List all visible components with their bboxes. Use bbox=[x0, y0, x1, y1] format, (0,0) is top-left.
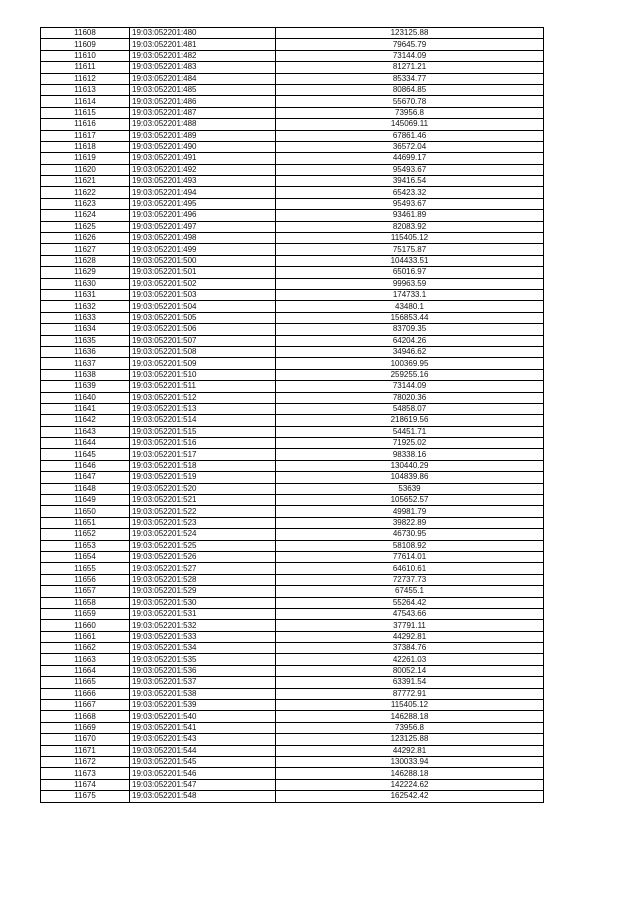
row-id-cell: 11634 bbox=[41, 324, 130, 335]
cadastral-number-cell: 19:03:052201:538 bbox=[130, 688, 276, 699]
table-row bbox=[41, 688, 544, 699]
cadastral-number-cell: 19:03:052201:512 bbox=[130, 392, 276, 403]
table-row bbox=[41, 130, 544, 141]
cadastral-number-cell: 19:03:052201:490 bbox=[130, 141, 276, 152]
row-id-cell: 11663 bbox=[41, 654, 130, 665]
cadastral-number-cell: 19:03:052201:502 bbox=[130, 278, 276, 289]
cadastral-number-cell: 19:03:052201:486 bbox=[130, 96, 276, 107]
amount-cell: 53639 bbox=[276, 483, 544, 494]
cadastral-number-cell: 19:03:052201:536 bbox=[130, 665, 276, 676]
amount-cell: 63391.54 bbox=[276, 677, 544, 688]
row-id-cell: 11669 bbox=[41, 722, 130, 733]
table-row bbox=[41, 176, 544, 187]
table-row bbox=[41, 96, 544, 107]
amount-cell: 73956.8 bbox=[276, 107, 544, 118]
amount-cell: 85334.77 bbox=[276, 73, 544, 84]
table-row bbox=[41, 278, 544, 289]
cadastral-number-cell: 19:03:052201:531 bbox=[130, 608, 276, 619]
amount-cell: 99963.59 bbox=[276, 278, 544, 289]
row-id-cell: 11662 bbox=[41, 643, 130, 654]
row-id-cell: 11621 bbox=[41, 176, 130, 187]
row-id-cell: 11617 bbox=[41, 130, 130, 141]
table-row bbox=[41, 438, 544, 449]
row-id-cell: 11673 bbox=[41, 768, 130, 779]
cadastral-number-cell: 19:03:052201:530 bbox=[130, 597, 276, 608]
amount-cell: 43480.1 bbox=[276, 301, 544, 312]
row-id-cell: 11645 bbox=[41, 449, 130, 460]
amount-cell: 80052.14 bbox=[276, 665, 544, 676]
amount-cell: 81271.21 bbox=[276, 62, 544, 73]
table-row bbox=[41, 198, 544, 209]
data-table-container bbox=[40, 27, 543, 803]
table-row bbox=[41, 791, 544, 802]
amount-cell: 115405.12 bbox=[276, 700, 544, 711]
cadastral-number-cell: 19:03:052201:506 bbox=[130, 324, 276, 335]
cadastral-number-cell: 19:03:052201:548 bbox=[130, 791, 276, 802]
table-row bbox=[41, 62, 544, 73]
row-id-cell: 11667 bbox=[41, 700, 130, 711]
row-id-cell: 11628 bbox=[41, 255, 130, 266]
amount-cell: 73956.8 bbox=[276, 722, 544, 733]
amount-cell: 44292.81 bbox=[276, 631, 544, 642]
row-id-cell: 11650 bbox=[41, 506, 130, 517]
data-table bbox=[40, 27, 544, 803]
amount-cell: 115405.12 bbox=[276, 233, 544, 244]
amount-cell: 87772.91 bbox=[276, 688, 544, 699]
table-row bbox=[41, 426, 544, 437]
table-row bbox=[41, 506, 544, 517]
cadastral-number-cell: 19:03:052201:519 bbox=[130, 472, 276, 483]
row-id-cell: 11659 bbox=[41, 608, 130, 619]
cadastral-number-cell: 19:03:052201:523 bbox=[130, 517, 276, 528]
cadastral-number-cell: 19:03:052201:515 bbox=[130, 426, 276, 437]
row-id-cell: 11622 bbox=[41, 187, 130, 198]
table-row bbox=[41, 119, 544, 130]
amount-cell: 47543.66 bbox=[276, 608, 544, 619]
table-row bbox=[41, 700, 544, 711]
row-id-cell: 11642 bbox=[41, 415, 130, 426]
row-id-cell: 11641 bbox=[41, 403, 130, 414]
row-id-cell: 11664 bbox=[41, 665, 130, 676]
amount-cell: 55264.42 bbox=[276, 597, 544, 608]
row-id-cell: 11631 bbox=[41, 289, 130, 300]
row-id-cell: 11657 bbox=[41, 586, 130, 597]
table-row bbox=[41, 779, 544, 790]
amount-cell: 218619.56 bbox=[276, 415, 544, 426]
amount-cell: 95493.67 bbox=[276, 164, 544, 175]
cadastral-number-cell: 19:03:052201:480 bbox=[130, 28, 276, 39]
table-row bbox=[41, 460, 544, 471]
row-id-cell: 11654 bbox=[41, 551, 130, 562]
row-id-cell: 11610 bbox=[41, 50, 130, 61]
table-row bbox=[41, 517, 544, 528]
amount-cell: 156853.44 bbox=[276, 312, 544, 323]
cadastral-number-cell: 19:03:052201:498 bbox=[130, 233, 276, 244]
table-row bbox=[41, 586, 544, 597]
table-row bbox=[41, 164, 544, 175]
row-id-cell: 11618 bbox=[41, 141, 130, 152]
amount-cell: 130033.94 bbox=[276, 757, 544, 768]
table-row bbox=[41, 153, 544, 164]
cadastral-number-cell: 19:03:052201:540 bbox=[130, 711, 276, 722]
cadastral-number-cell: 19:03:052201:541 bbox=[130, 722, 276, 733]
table-row bbox=[41, 267, 544, 278]
row-id-cell: 11661 bbox=[41, 631, 130, 642]
amount-cell: 130440.29 bbox=[276, 460, 544, 471]
row-id-cell: 11665 bbox=[41, 677, 130, 688]
cadastral-number-cell: 19:03:052201:493 bbox=[130, 176, 276, 187]
cadastral-number-cell: 19:03:052201:547 bbox=[130, 779, 276, 790]
row-id-cell: 11629 bbox=[41, 267, 130, 278]
table-row bbox=[41, 255, 544, 266]
amount-cell: 82083.92 bbox=[276, 221, 544, 232]
row-id-cell: 11616 bbox=[41, 119, 130, 130]
cadastral-number-cell: 19:03:052201:482 bbox=[130, 50, 276, 61]
table-row bbox=[41, 84, 544, 95]
amount-cell: 44292.81 bbox=[276, 745, 544, 756]
cadastral-number-cell: 19:03:052201:514 bbox=[130, 415, 276, 426]
table-row bbox=[41, 381, 544, 392]
table-row bbox=[41, 449, 544, 460]
row-id-cell: 11643 bbox=[41, 426, 130, 437]
amount-cell: 79645.79 bbox=[276, 39, 544, 50]
amount-cell: 67455.1 bbox=[276, 586, 544, 597]
cadastral-number-cell: 19:03:052201:484 bbox=[130, 73, 276, 84]
table-row bbox=[41, 289, 544, 300]
row-id-cell: 11636 bbox=[41, 346, 130, 357]
amount-cell: 104433.51 bbox=[276, 255, 544, 266]
table-row bbox=[41, 415, 544, 426]
amount-cell: 73144.09 bbox=[276, 381, 544, 392]
row-id-cell: 11656 bbox=[41, 574, 130, 585]
row-id-cell: 11612 bbox=[41, 73, 130, 84]
table-row bbox=[41, 722, 544, 733]
table-row bbox=[41, 358, 544, 369]
amount-cell: 55670.78 bbox=[276, 96, 544, 107]
table-row bbox=[41, 141, 544, 152]
cadastral-number-cell: 19:03:052201:526 bbox=[130, 551, 276, 562]
table-row bbox=[41, 677, 544, 688]
table-row bbox=[41, 244, 544, 255]
amount-cell: 36572.04 bbox=[276, 141, 544, 152]
table-row bbox=[41, 233, 544, 244]
table-row bbox=[41, 369, 544, 380]
amount-cell: 42261.03 bbox=[276, 654, 544, 665]
table-row bbox=[41, 73, 544, 84]
row-id-cell: 11658 bbox=[41, 597, 130, 608]
amount-cell: 54858.07 bbox=[276, 403, 544, 414]
amount-cell: 123125.88 bbox=[276, 734, 544, 745]
row-id-cell: 11652 bbox=[41, 529, 130, 540]
cadastral-number-cell: 19:03:052201:509 bbox=[130, 358, 276, 369]
row-id-cell: 11608 bbox=[41, 28, 130, 39]
cadastral-number-cell: 19:03:052201:497 bbox=[130, 221, 276, 232]
amount-cell: 145069.11 bbox=[276, 119, 544, 130]
row-id-cell: 11639 bbox=[41, 381, 130, 392]
amount-cell: 174733.1 bbox=[276, 289, 544, 300]
cadastral-number-cell: 19:03:052201:527 bbox=[130, 563, 276, 574]
row-id-cell: 11675 bbox=[41, 791, 130, 802]
table-row bbox=[41, 403, 544, 414]
amount-cell: 67861.46 bbox=[276, 130, 544, 141]
table-body bbox=[41, 28, 544, 803]
amount-cell: 77614.01 bbox=[276, 551, 544, 562]
table-row bbox=[41, 529, 544, 540]
row-id-cell: 11638 bbox=[41, 369, 130, 380]
table-row bbox=[41, 654, 544, 665]
row-id-cell: 11660 bbox=[41, 620, 130, 631]
amount-cell: 39822.89 bbox=[276, 517, 544, 528]
table-row bbox=[41, 324, 544, 335]
cadastral-number-cell: 19:03:052201:533 bbox=[130, 631, 276, 642]
amount-cell: 98338.16 bbox=[276, 449, 544, 460]
table-row bbox=[41, 472, 544, 483]
row-id-cell: 11666 bbox=[41, 688, 130, 699]
cadastral-number-cell: 19:03:052201:507 bbox=[130, 335, 276, 346]
cadastral-number-cell: 19:03:052201:528 bbox=[130, 574, 276, 585]
amount-cell: 64610.61 bbox=[276, 563, 544, 574]
amount-cell: 162542.42 bbox=[276, 791, 544, 802]
row-id-cell: 11644 bbox=[41, 438, 130, 449]
cadastral-number-cell: 19:03:052201:524 bbox=[130, 529, 276, 540]
cadastral-number-cell: 19:03:052201:537 bbox=[130, 677, 276, 688]
amount-cell: 37791.11 bbox=[276, 620, 544, 631]
table-row bbox=[41, 563, 544, 574]
cadastral-number-cell: 19:03:052201:485 bbox=[130, 84, 276, 95]
cadastral-number-cell: 19:03:052201:489 bbox=[130, 130, 276, 141]
table-row bbox=[41, 620, 544, 631]
amount-cell: 100369.95 bbox=[276, 358, 544, 369]
amount-cell: 44699.17 bbox=[276, 153, 544, 164]
amount-cell: 73144.09 bbox=[276, 50, 544, 61]
amount-cell: 80864.85 bbox=[276, 84, 544, 95]
row-id-cell: 11668 bbox=[41, 711, 130, 722]
amount-cell: 146288.18 bbox=[276, 711, 544, 722]
table-row bbox=[41, 187, 544, 198]
row-id-cell: 11613 bbox=[41, 84, 130, 95]
amount-cell: 46730.95 bbox=[276, 529, 544, 540]
cadastral-number-cell: 19:03:052201:492 bbox=[130, 164, 276, 175]
amount-cell: 54451.71 bbox=[276, 426, 544, 437]
table-row bbox=[41, 346, 544, 357]
row-id-cell: 11614 bbox=[41, 96, 130, 107]
table-row bbox=[41, 312, 544, 323]
row-id-cell: 11626 bbox=[41, 233, 130, 244]
cadastral-number-cell: 19:03:052201:503 bbox=[130, 289, 276, 300]
row-id-cell: 11674 bbox=[41, 779, 130, 790]
row-id-cell: 11640 bbox=[41, 392, 130, 403]
table-row bbox=[41, 107, 544, 118]
amount-cell: 65016.97 bbox=[276, 267, 544, 278]
cadastral-number-cell: 19:03:052201:532 bbox=[130, 620, 276, 631]
amount-cell: 105652.57 bbox=[276, 495, 544, 506]
cadastral-number-cell: 19:03:052201:494 bbox=[130, 187, 276, 198]
row-id-cell: 11619 bbox=[41, 153, 130, 164]
cadastral-number-cell: 19:03:052201:539 bbox=[130, 700, 276, 711]
row-id-cell: 11653 bbox=[41, 540, 130, 551]
table-row bbox=[41, 597, 544, 608]
row-id-cell: 11655 bbox=[41, 563, 130, 574]
table-row bbox=[41, 28, 544, 39]
amount-cell: 39416.54 bbox=[276, 176, 544, 187]
table-row bbox=[41, 301, 544, 312]
row-id-cell: 11649 bbox=[41, 495, 130, 506]
cadastral-number-cell: 19:03:052201:511 bbox=[130, 381, 276, 392]
cadastral-number-cell: 19:03:052201:543 bbox=[130, 734, 276, 745]
amount-cell: 72737.73 bbox=[276, 574, 544, 585]
row-id-cell: 11646 bbox=[41, 460, 130, 471]
cadastral-number-cell: 19:03:052201:505 bbox=[130, 312, 276, 323]
cadastral-number-cell: 19:03:052201:546 bbox=[130, 768, 276, 779]
table-row bbox=[41, 665, 544, 676]
cadastral-number-cell: 19:03:052201:483 bbox=[130, 62, 276, 73]
cadastral-number-cell: 19:03:052201:518 bbox=[130, 460, 276, 471]
row-id-cell: 11632 bbox=[41, 301, 130, 312]
row-id-cell: 11615 bbox=[41, 107, 130, 118]
cadastral-number-cell: 19:03:052201:499 bbox=[130, 244, 276, 255]
cadastral-number-cell: 19:03:052201:545 bbox=[130, 757, 276, 768]
row-id-cell: 11635 bbox=[41, 335, 130, 346]
amount-cell: 75175.87 bbox=[276, 244, 544, 255]
cadastral-number-cell: 19:03:052201:481 bbox=[130, 39, 276, 50]
row-id-cell: 11630 bbox=[41, 278, 130, 289]
table-row bbox=[41, 483, 544, 494]
amount-cell: 146288.18 bbox=[276, 768, 544, 779]
amount-cell: 49981.79 bbox=[276, 506, 544, 517]
cadastral-number-cell: 19:03:052201:496 bbox=[130, 210, 276, 221]
table-row bbox=[41, 39, 544, 50]
cadastral-number-cell: 19:03:052201:487 bbox=[130, 107, 276, 118]
row-id-cell: 11651 bbox=[41, 517, 130, 528]
cadastral-number-cell: 19:03:052201:495 bbox=[130, 198, 276, 209]
table-row bbox=[41, 745, 544, 756]
table-row bbox=[41, 711, 544, 722]
row-id-cell: 11647 bbox=[41, 472, 130, 483]
amount-cell: 93461.89 bbox=[276, 210, 544, 221]
row-id-cell: 11620 bbox=[41, 164, 130, 175]
cadastral-number-cell: 19:03:052201:513 bbox=[130, 403, 276, 414]
row-id-cell: 11648 bbox=[41, 483, 130, 494]
cadastral-number-cell: 19:03:052201:544 bbox=[130, 745, 276, 756]
amount-cell: 58108.92 bbox=[276, 540, 544, 551]
amount-cell: 259255.16 bbox=[276, 369, 544, 380]
cadastral-number-cell: 19:03:052201:491 bbox=[130, 153, 276, 164]
amount-cell: 104839.86 bbox=[276, 472, 544, 483]
amount-cell: 123125.88 bbox=[276, 28, 544, 39]
row-id-cell: 11637 bbox=[41, 358, 130, 369]
amount-cell: 37384.76 bbox=[276, 643, 544, 654]
row-id-cell: 11611 bbox=[41, 62, 130, 73]
cadastral-number-cell: 19:03:052201:510 bbox=[130, 369, 276, 380]
table-row bbox=[41, 643, 544, 654]
row-id-cell: 11633 bbox=[41, 312, 130, 323]
cadastral-number-cell: 19:03:052201:516 bbox=[130, 438, 276, 449]
table-row bbox=[41, 757, 544, 768]
cadastral-number-cell: 19:03:052201:535 bbox=[130, 654, 276, 665]
cadastral-number-cell: 19:03:052201:522 bbox=[130, 506, 276, 517]
table-row bbox=[41, 210, 544, 221]
cadastral-number-cell: 19:03:052201:508 bbox=[130, 346, 276, 357]
row-id-cell: 11627 bbox=[41, 244, 130, 255]
table-row bbox=[41, 608, 544, 619]
row-id-cell: 11671 bbox=[41, 745, 130, 756]
table-row bbox=[41, 392, 544, 403]
table-row bbox=[41, 551, 544, 562]
amount-cell: 142224.62 bbox=[276, 779, 544, 790]
amount-cell: 34946.62 bbox=[276, 346, 544, 357]
row-id-cell: 11670 bbox=[41, 734, 130, 745]
cadastral-number-cell: 19:03:052201:488 bbox=[130, 119, 276, 130]
cadastral-number-cell: 19:03:052201:534 bbox=[130, 643, 276, 654]
amount-cell: 65423.32 bbox=[276, 187, 544, 198]
cadastral-number-cell: 19:03:052201:517 bbox=[130, 449, 276, 460]
row-id-cell: 11623 bbox=[41, 198, 130, 209]
table-row bbox=[41, 50, 544, 61]
amount-cell: 95493.67 bbox=[276, 198, 544, 209]
amount-cell: 78020.36 bbox=[276, 392, 544, 403]
row-id-cell: 11624 bbox=[41, 210, 130, 221]
amount-cell: 71925.02 bbox=[276, 438, 544, 449]
cadastral-number-cell: 19:03:052201:521 bbox=[130, 495, 276, 506]
amount-cell: 64204.26 bbox=[276, 335, 544, 346]
row-id-cell: 11672 bbox=[41, 757, 130, 768]
row-id-cell: 11625 bbox=[41, 221, 130, 232]
table-row bbox=[41, 734, 544, 745]
table-row bbox=[41, 540, 544, 551]
table-row bbox=[41, 335, 544, 346]
cadastral-number-cell: 19:03:052201:501 bbox=[130, 267, 276, 278]
cadastral-number-cell: 19:03:052201:504 bbox=[130, 301, 276, 312]
table-row bbox=[41, 574, 544, 585]
amount-cell: 83709.35 bbox=[276, 324, 544, 335]
table-row bbox=[41, 631, 544, 642]
table-row bbox=[41, 768, 544, 779]
cadastral-number-cell: 19:03:052201:500 bbox=[130, 255, 276, 266]
table-row bbox=[41, 495, 544, 506]
cadastral-number-cell: 19:03:052201:525 bbox=[130, 540, 276, 551]
cadastral-number-cell: 19:03:052201:529 bbox=[130, 586, 276, 597]
table-row bbox=[41, 221, 544, 232]
row-id-cell: 11609 bbox=[41, 39, 130, 50]
cadastral-number-cell: 19:03:052201:520 bbox=[130, 483, 276, 494]
